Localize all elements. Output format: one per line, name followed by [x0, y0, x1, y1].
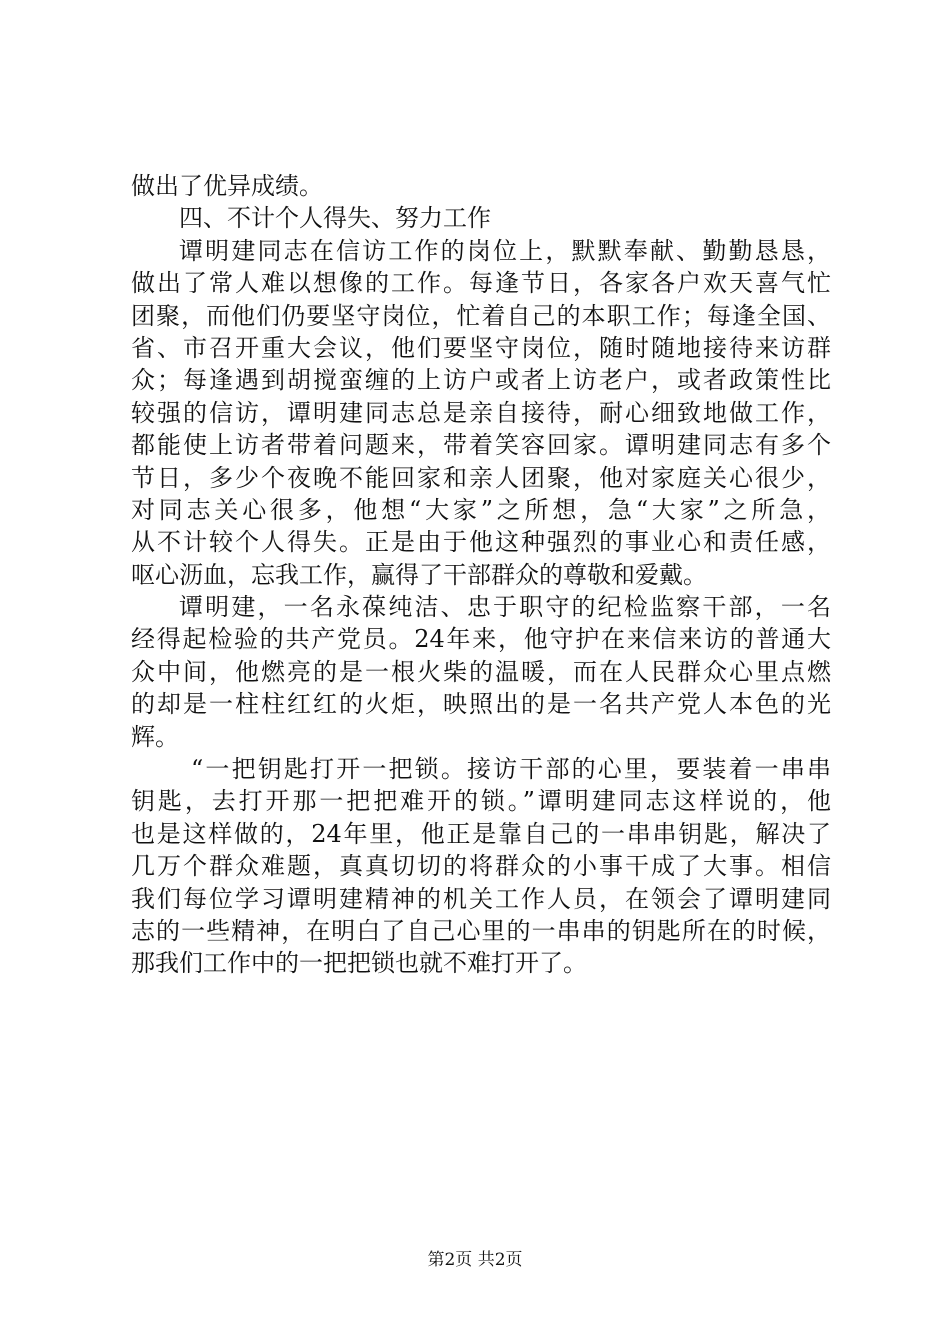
- paragraph-line: 经得起检验的共产党员。24年来，他守护在来信来访的普通大: [131, 625, 831, 654]
- paragraph-line: 几万个群众难题，真真切切的将群众的小事干成了大事。相信: [131, 852, 831, 881]
- paragraph-line: 那我们工作中的一把把锁也就不难打开了。: [131, 949, 587, 978]
- paragraph-line: 辉。: [131, 722, 179, 751]
- paragraph-line: 众；每逢遇到胡搅蛮缠的上访户或者上访老户，或者政策性比: [131, 366, 831, 395]
- paragraph-line: 节日，多少个夜晚不能回家和亲人团聚，他对家庭关心很少，: [131, 463, 831, 492]
- paragraph-line: 众中间，他燃亮的是一根火柴的温暖，而在人民群众心里点燃: [131, 657, 831, 686]
- paragraph-line: 做出了常人难以想像的工作。每逢节日，各家各户欢天喜气忙: [131, 269, 831, 298]
- paragraph-line: 团聚，而他们仍要坚守岗位，忙着自己的本职工作；每逢全国、: [131, 301, 831, 330]
- page-number-footer: 第2页 共2页: [427, 1250, 523, 1270]
- paragraph-line: 的却是一柱柱红红的火炬，映照出的是一名共产党人本色的光: [131, 690, 831, 719]
- paragraph-line: 呕心沥血，忘我工作，赢得了干部群众的尊敬和爱戴。: [131, 560, 707, 589]
- paragraph-line: 谭明建，一名永葆纯洁、忠于职守的纪检监察干部，一名: [179, 593, 831, 622]
- paragraph-line: 志的一些精神，在明白了自己心里的一串串的钥匙所在的时候，: [131, 916, 831, 945]
- paragraph-line: 较强的信访，谭明建同志总是亲自接待，耐心细致地做工作，: [131, 398, 831, 427]
- paragraph-line: 从不计较个人得失。正是由于他这种强烈的事业心和责任感，: [131, 528, 831, 557]
- paragraph-line: 都能使上访者带着问题来，带着笑容回家。谭明建同志有多个: [131, 431, 831, 460]
- paragraph-line: 我们每位学习谭明建精神的机关工作人员，在领会了谭明建同: [131, 884, 831, 913]
- paragraph-line: 谭明建同志在信访工作的岗位上，默默奉献、勤勤恳恳，: [179, 236, 831, 265]
- paragraph-line: 也是这样做的，24年里，他正是靠自己的一串串钥匙，解决了: [131, 819, 831, 848]
- paragraph-line: “一把钥匙打开一把锁。接访干部的心里，要装着一串串: [191, 755, 831, 784]
- paragraph-line: 省、市召开重大会议，他们要坚守岗位，随时随地接待来访群: [131, 333, 831, 362]
- paragraph-line: 钥匙，去打开那一把把难开的锁。”谭明建同志这样说的，他: [131, 787, 831, 816]
- document-body: [131, 170, 831, 980]
- paragraph-line: 做出了优异成绩。: [131, 172, 323, 200]
- paragraph-line: 对同志关心很多，他想“大家”之所想，急“大家”之所急，: [131, 495, 831, 524]
- section-heading: 四、不计个人得失、努力工作: [179, 204, 491, 233]
